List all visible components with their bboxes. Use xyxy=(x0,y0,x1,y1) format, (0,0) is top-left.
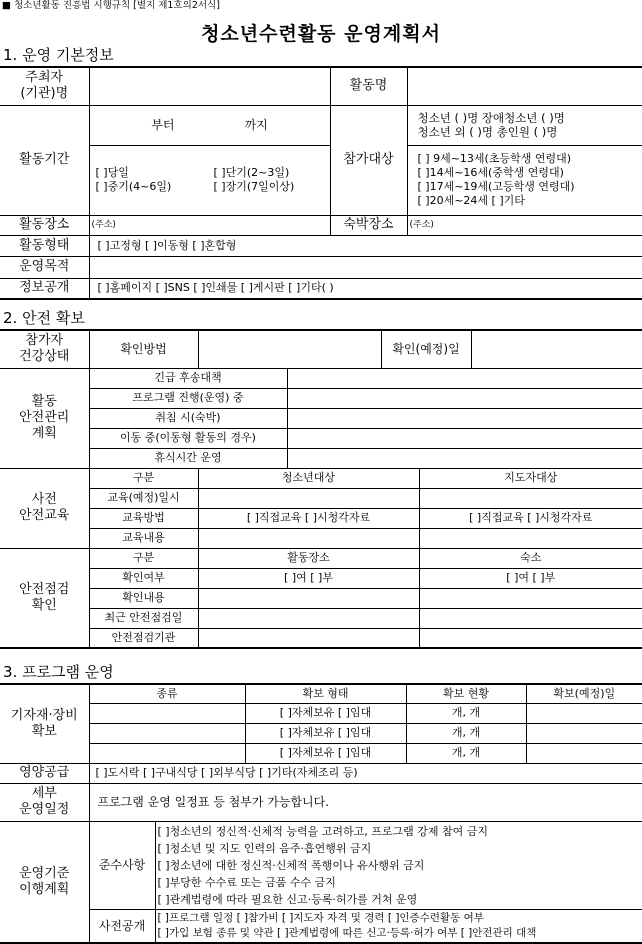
safety-education-label: 사전 안전교육 xyxy=(0,468,89,548)
activity-type-options[interactable]: [ ]고정형 [ ]이동형 [ ]혼합형 xyxy=(89,235,642,256)
insp-recent-lodging-field[interactable] xyxy=(419,608,642,628)
age-options[interactable]: [ ] 9세~13세(초등학생 연령대) [ ]14세~16세(중학생 연령대) [ ]17세~19세(고등학생 연령대) [ ]20세~24세 [ ]기타 xyxy=(407,145,642,215)
insp-agency-label: 안전점검기관 xyxy=(89,628,198,648)
edu-date-youth-field[interactable] xyxy=(198,488,419,508)
edu-instructor-header: 지도자대상 xyxy=(419,468,642,488)
period-dates-field[interactable]: 부터 까지 xyxy=(89,105,330,145)
insp-agency-lodging-field[interactable] xyxy=(419,628,642,648)
eq-kind-header: 종류 xyxy=(89,684,245,703)
disclosure-items[interactable]: [ ]프로그램 일정 [ ]참가비 [ ]지도자 자격 및 경력 [ ]인증수련활동 여부 [ ]가입 보험 종류 및 약관 [ ]관계법령에 따른 신고·등록·허가 여부 [ ]안전관리 대책 xyxy=(155,909,642,943)
eq-date-field[interactable] xyxy=(526,703,642,723)
lodging-label: 숙박장소 xyxy=(330,215,407,235)
disclosure-sub-label: 사전공개 xyxy=(89,909,155,943)
eq-kind-field[interactable] xyxy=(89,723,245,743)
safety-plan-field[interactable] xyxy=(287,368,642,388)
safety-plan-label: 활동 안전관리 계획 xyxy=(0,368,89,468)
insp-venue-options[interactable]: [ ]여 [ ]부 xyxy=(198,568,419,588)
schedule-note: 프로그램 운영 일정표 등 첨부가 가능합니다. xyxy=(89,783,642,821)
edu-method-youth-options[interactable]: [ ]직접교육 [ ]시청각자료 xyxy=(198,508,419,528)
activity-name-field[interactable] xyxy=(407,67,642,105)
edu-content-instructor-field[interactable] xyxy=(419,528,642,548)
compliance-sub-label: 준수사항 xyxy=(89,821,155,909)
check-date-field[interactable] xyxy=(471,330,642,368)
insp-col-header: 구분 xyxy=(89,548,198,568)
section-1-table xyxy=(0,66,642,300)
insp-lodging-header: 숙소 xyxy=(419,548,642,568)
edu-method-instructor-options[interactable]: [ ]직접교육 [ ]시청각자료 xyxy=(419,508,642,528)
organizer-label: 주최자 (기관)명 xyxy=(0,67,89,105)
venue-label: 활동장소 xyxy=(0,215,89,235)
section-2-table xyxy=(0,329,642,649)
eq-date-field[interactable] xyxy=(526,743,642,763)
safety-plan-field[interactable] xyxy=(287,408,642,428)
period-type-options[interactable]: [ ]당일 [ ]단기(2~3일) [ ]중기(4~6일) [ ]장기(7일이상) xyxy=(89,145,330,215)
eq-form-header: 확보 형태 xyxy=(245,684,406,703)
lodging-field[interactable]: (주소) xyxy=(407,215,642,235)
eq-form-options[interactable]: [ ]자체보유 [ ]임대 xyxy=(245,723,406,743)
insp-recent-venue-field[interactable] xyxy=(198,608,419,628)
section-2-heading: 2. 안전 확보 xyxy=(3,309,85,327)
insp-content-venue-field[interactable] xyxy=(198,588,419,608)
activity-type-label: 활동형태 xyxy=(0,235,89,256)
safety-plan-field[interactable] xyxy=(287,448,642,468)
schedule-label: 세부 운영일정 xyxy=(0,783,89,821)
form-header-note: ■ 청소년활동 진흥법 시행규칙 [별지 제1호의2서식] xyxy=(2,0,220,11)
section-1-heading: 1. 운영 기본정보 xyxy=(3,46,114,64)
safety-plan-item: 이동 중(이동형 활동의 경우) xyxy=(89,428,287,448)
eq-form-options[interactable]: [ ]자체보유 [ ]임대 xyxy=(245,743,406,763)
eq-status-field[interactable]: 개, 개 xyxy=(406,703,526,723)
safety-plan-field[interactable] xyxy=(287,388,642,408)
insp-venue-header: 활동장소 xyxy=(198,548,419,568)
purpose-label: 운영목적 xyxy=(0,256,89,278)
safety-plan-item: 긴급 후송대책 xyxy=(89,368,287,388)
health-label: 참가자 건강상태 xyxy=(0,330,89,368)
publicity-label: 정보공개 xyxy=(0,278,89,299)
insp-recent-label: 최근 안전점검일 xyxy=(89,608,198,628)
venue-field[interactable]: (주소) xyxy=(89,215,330,235)
insp-agency-venue-field[interactable] xyxy=(198,628,419,648)
organizer-field[interactable] xyxy=(89,67,330,105)
eq-date-header: 확보(예정)일 xyxy=(526,684,642,703)
check-method-label: 확인방법 xyxy=(89,330,198,368)
safety-plan-item: 취침 시(숙박) xyxy=(89,408,287,428)
edu-method-label: 교육방법 xyxy=(89,508,198,528)
period-label: 활동기간 xyxy=(0,105,89,215)
equipment-label: 기자재·장비 확보 xyxy=(0,684,89,763)
insp-lodging-options[interactable]: [ ]여 [ ]부 xyxy=(419,568,642,588)
insp-content-label: 확인내용 xyxy=(89,588,198,608)
insp-content-lodging-field[interactable] xyxy=(419,588,642,608)
participants-label: 참가대상 xyxy=(330,105,407,215)
meals-options[interactable]: [ ]도시락 [ ]구내식당 [ ]외부식당 [ ]기타(자체조리 등) xyxy=(89,763,642,783)
edu-content-label: 교육내용 xyxy=(89,528,198,548)
activity-name-label: 활동명 xyxy=(330,67,407,105)
section-3-heading: 3. 프로그램 운영 xyxy=(3,663,114,681)
eq-kind-field[interactable] xyxy=(89,743,245,763)
meals-label: 영양공급 xyxy=(0,763,89,783)
edu-col-header: 구분 xyxy=(89,468,198,488)
safety-plan-field[interactable] xyxy=(287,428,642,448)
page-title: 청소년수련활동 운영계획서 xyxy=(201,23,441,45)
purpose-field[interactable] xyxy=(89,256,642,278)
insp-checked-label: 확인여부 xyxy=(89,568,198,588)
eq-status-field[interactable]: 개, 개 xyxy=(406,723,526,743)
edu-youth-header: 청소년대상 xyxy=(198,468,419,488)
section-3-table xyxy=(0,683,642,944)
eq-date-field[interactable] xyxy=(526,723,642,743)
check-method-field[interactable] xyxy=(198,330,381,368)
check-date-label: 확인(예정)일 xyxy=(381,330,471,368)
inspection-label: 안전점검 확인 xyxy=(0,548,89,648)
edu-date-instructor-field[interactable] xyxy=(419,488,642,508)
compliance-items[interactable]: [ ]청소년의 정신적·신체적 능력을 고려하고, 프로그램 강제 참여 금지 [ ]청소년 및 지도 인력의 음주·흡연행위 금지 [ ]청소년에 대한 정신적·신체적 폭행이나 유사행위 금지 [ ]부당한 수수료 또는 금품 수수 금지 [ ]관계법령에 따라 필요한 신고·등록·허가를 거쳐 운영 xyxy=(155,821,642,909)
publicity-options[interactable]: [ ]홈페이지 [ ]SNS [ ]인쇄물 [ ]게시판 [ ]기타( ) xyxy=(89,278,642,299)
participant-counts[interactable]: 청소년 ( )명 장애청소년 ( )명 청소년 외 ( )명 총인원 ( )명 xyxy=(407,105,642,145)
eq-form-options[interactable]: [ ]자체보유 [ ]임대 xyxy=(245,703,406,723)
eq-kind-field[interactable] xyxy=(89,703,245,723)
edu-content-youth-field[interactable] xyxy=(198,528,419,548)
eq-status-header: 확보 현황 xyxy=(406,684,526,703)
compliance-label: 운영기준 이행계획 xyxy=(0,821,89,943)
eq-status-field[interactable]: 개, 개 xyxy=(406,743,526,763)
safety-plan-item: 휴식시간 운영 xyxy=(89,448,287,468)
edu-date-label: 교육(예정)일시 xyxy=(89,488,198,508)
safety-plan-item: 프로그램 진행(운영) 중 xyxy=(89,388,287,408)
